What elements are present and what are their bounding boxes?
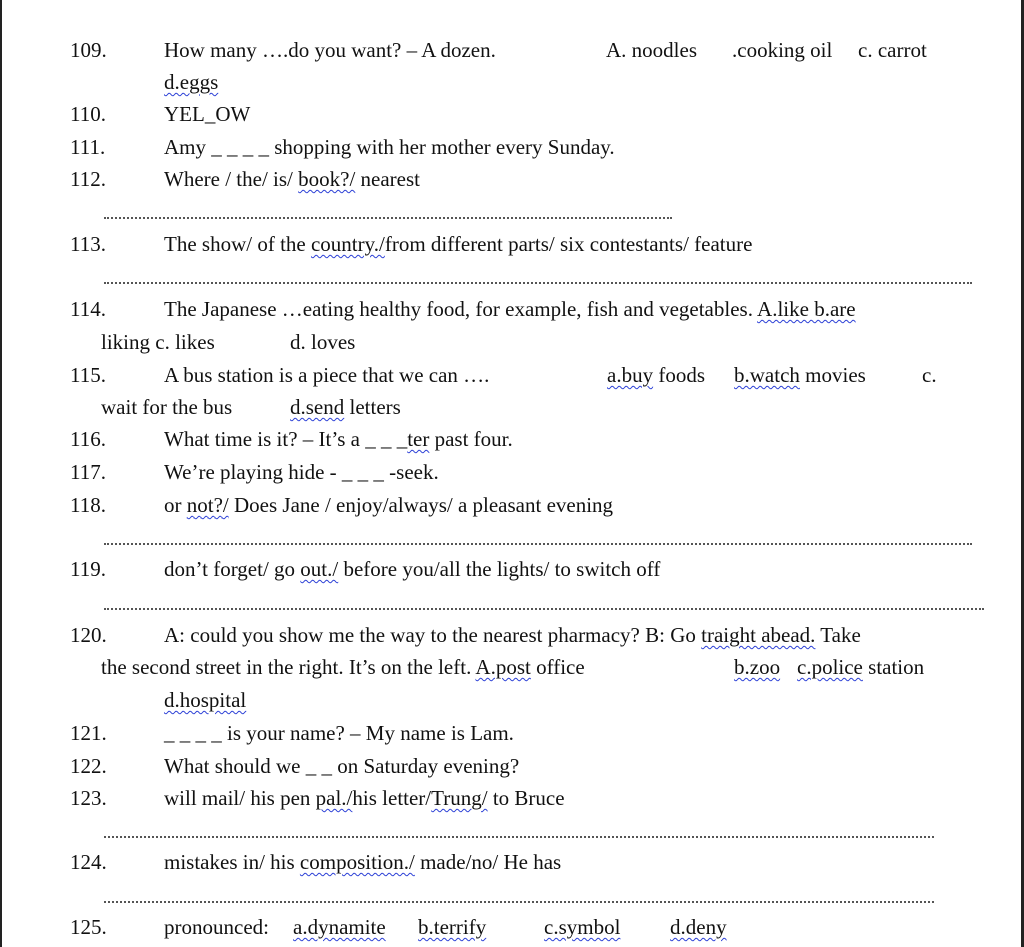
question-stem: How many ….do you want? – A dozen. [164, 38, 496, 62]
question-number: 125. [70, 915, 107, 939]
question-text [164, 163, 420, 195]
option-b: b.zoo [734, 655, 781, 679]
spellcheck-word: b.watch [734, 363, 800, 387]
question-text [164, 846, 561, 878]
option-a: a.dynamite [293, 915, 386, 939]
text-part: to Bruce [487, 786, 565, 810]
option-d [290, 391, 401, 423]
question-number: 111. [70, 135, 106, 159]
spellcheck-word: pal./ [315, 786, 353, 810]
spellcheck-word: not?/ [186, 493, 229, 517]
text-part: Take [815, 623, 861, 647]
text-part: movies [799, 363, 866, 387]
question-number: 122. [70, 754, 107, 778]
question-number: 114. [70, 297, 106, 321]
text-part: nearest [355, 167, 420, 191]
question-number: 112. [70, 167, 106, 191]
text-part: station [862, 655, 925, 679]
question-number: 121. [70, 721, 107, 745]
text-part: The show/ of the [164, 232, 311, 256]
text-part: Does Jane / enjoy/always/ a pleasant evening [228, 493, 614, 517]
question-text [164, 489, 613, 521]
text-part: foods [653, 363, 705, 387]
question-text [164, 293, 856, 325]
text-part: past four. [429, 427, 513, 451]
option-c [797, 651, 924, 683]
question-number: 109. [70, 38, 107, 62]
text-part: made/no/ He has [414, 850, 562, 874]
question-text [164, 228, 752, 260]
option-d: d. loves [290, 330, 356, 354]
text-part: Where / the/ is/ [164, 167, 299, 191]
text-part: letters [344, 395, 401, 419]
question-text [164, 619, 861, 651]
question-text: YEL_OW [164, 102, 251, 126]
spellcheck-word: A.like b.are [757, 297, 856, 321]
text-part: from different parts/ six contestants/ feature [384, 232, 753, 256]
option-d: d.hospital [164, 688, 247, 712]
question-number: 115. [70, 363, 106, 387]
question-text: pronounced: [164, 915, 269, 939]
question-stem: A bus station is a piece that we can …. [164, 363, 490, 387]
option-b: b.terrify [418, 915, 487, 939]
text-part: will mail/ his pen [164, 786, 316, 810]
question-number: 116. [70, 427, 106, 451]
spellcheck-word: Trung/ [431, 786, 488, 810]
option-a: A. noodles [606, 38, 697, 62]
answer-line [104, 282, 972, 284]
question-text [164, 782, 565, 814]
spellcheck-word: a.buy [607, 363, 654, 387]
question-text: We’re playing hide - _ _ _ -seek. [164, 460, 439, 484]
answer-line [104, 217, 672, 219]
text-part: office [530, 655, 585, 679]
text-part: The Japanese …eating healthy food, for example, fish and vegetables. [164, 297, 758, 321]
answer-line [104, 543, 972, 545]
question-text [101, 651, 585, 683]
text-part: the second street in the right. It’s on the left. [101, 655, 476, 679]
spellcheck-word: book?/ [298, 167, 356, 191]
answer-line [104, 901, 934, 903]
text-part: What time is it? – It’s a _ _ _ [164, 427, 408, 451]
spellcheck-word: composition./ [299, 850, 415, 874]
option-a [607, 359, 705, 391]
question-number: 123. [70, 786, 107, 810]
option-d: d.eggs [164, 70, 219, 94]
spellcheck-word: out./ [300, 557, 339, 581]
spellcheck-word: c.police [797, 655, 863, 679]
answer-line [104, 836, 934, 838]
question-number: 113. [70, 232, 106, 256]
option-text: liking c. likes [101, 330, 215, 354]
question-number: 124. [70, 850, 107, 874]
answer-line [104, 608, 984, 610]
spellcheck-word: traight abead. [701, 623, 816, 647]
option-d: d.deny [670, 915, 727, 939]
question-text [164, 553, 660, 585]
question-number: 120. [70, 623, 107, 647]
text-part: mistakes in/ his [164, 850, 300, 874]
text-part: or [164, 493, 187, 517]
text-part: his letter/ [352, 786, 432, 810]
question-text: Amy _ _ _ _ shopping with her mother every Sunday. [164, 135, 615, 159]
text-part: A: could you show me the way to the nearest pharmacy? B: Go [164, 623, 702, 647]
text-part: don’t forget/ go [164, 557, 301, 581]
option-text: wait for the bus [101, 395, 233, 419]
question-number: 119. [70, 557, 106, 581]
question-text [164, 423, 513, 455]
option-b [734, 359, 866, 391]
spellcheck-word: A.post [475, 655, 531, 679]
question-number: 110. [70, 102, 106, 126]
question-text: What should we _ _ on Saturday evening? [164, 754, 520, 778]
option-b: .cooking oil [732, 38, 833, 62]
question-number: 118. [70, 493, 106, 517]
option-c: c.symbol [544, 915, 621, 939]
text-part: before you/all the lights/ to switch off [338, 557, 661, 581]
question-text: _ _ _ _ is your name? – My name is Lam. [164, 721, 514, 745]
spellcheck-word: d.send [290, 395, 345, 419]
option-c: c. carrot [858, 38, 927, 62]
spellcheck-word: country./ [310, 232, 385, 256]
option-c: c. [922, 363, 937, 387]
question-number: 117. [70, 460, 106, 484]
spellcheck-word: ter [407, 427, 430, 451]
